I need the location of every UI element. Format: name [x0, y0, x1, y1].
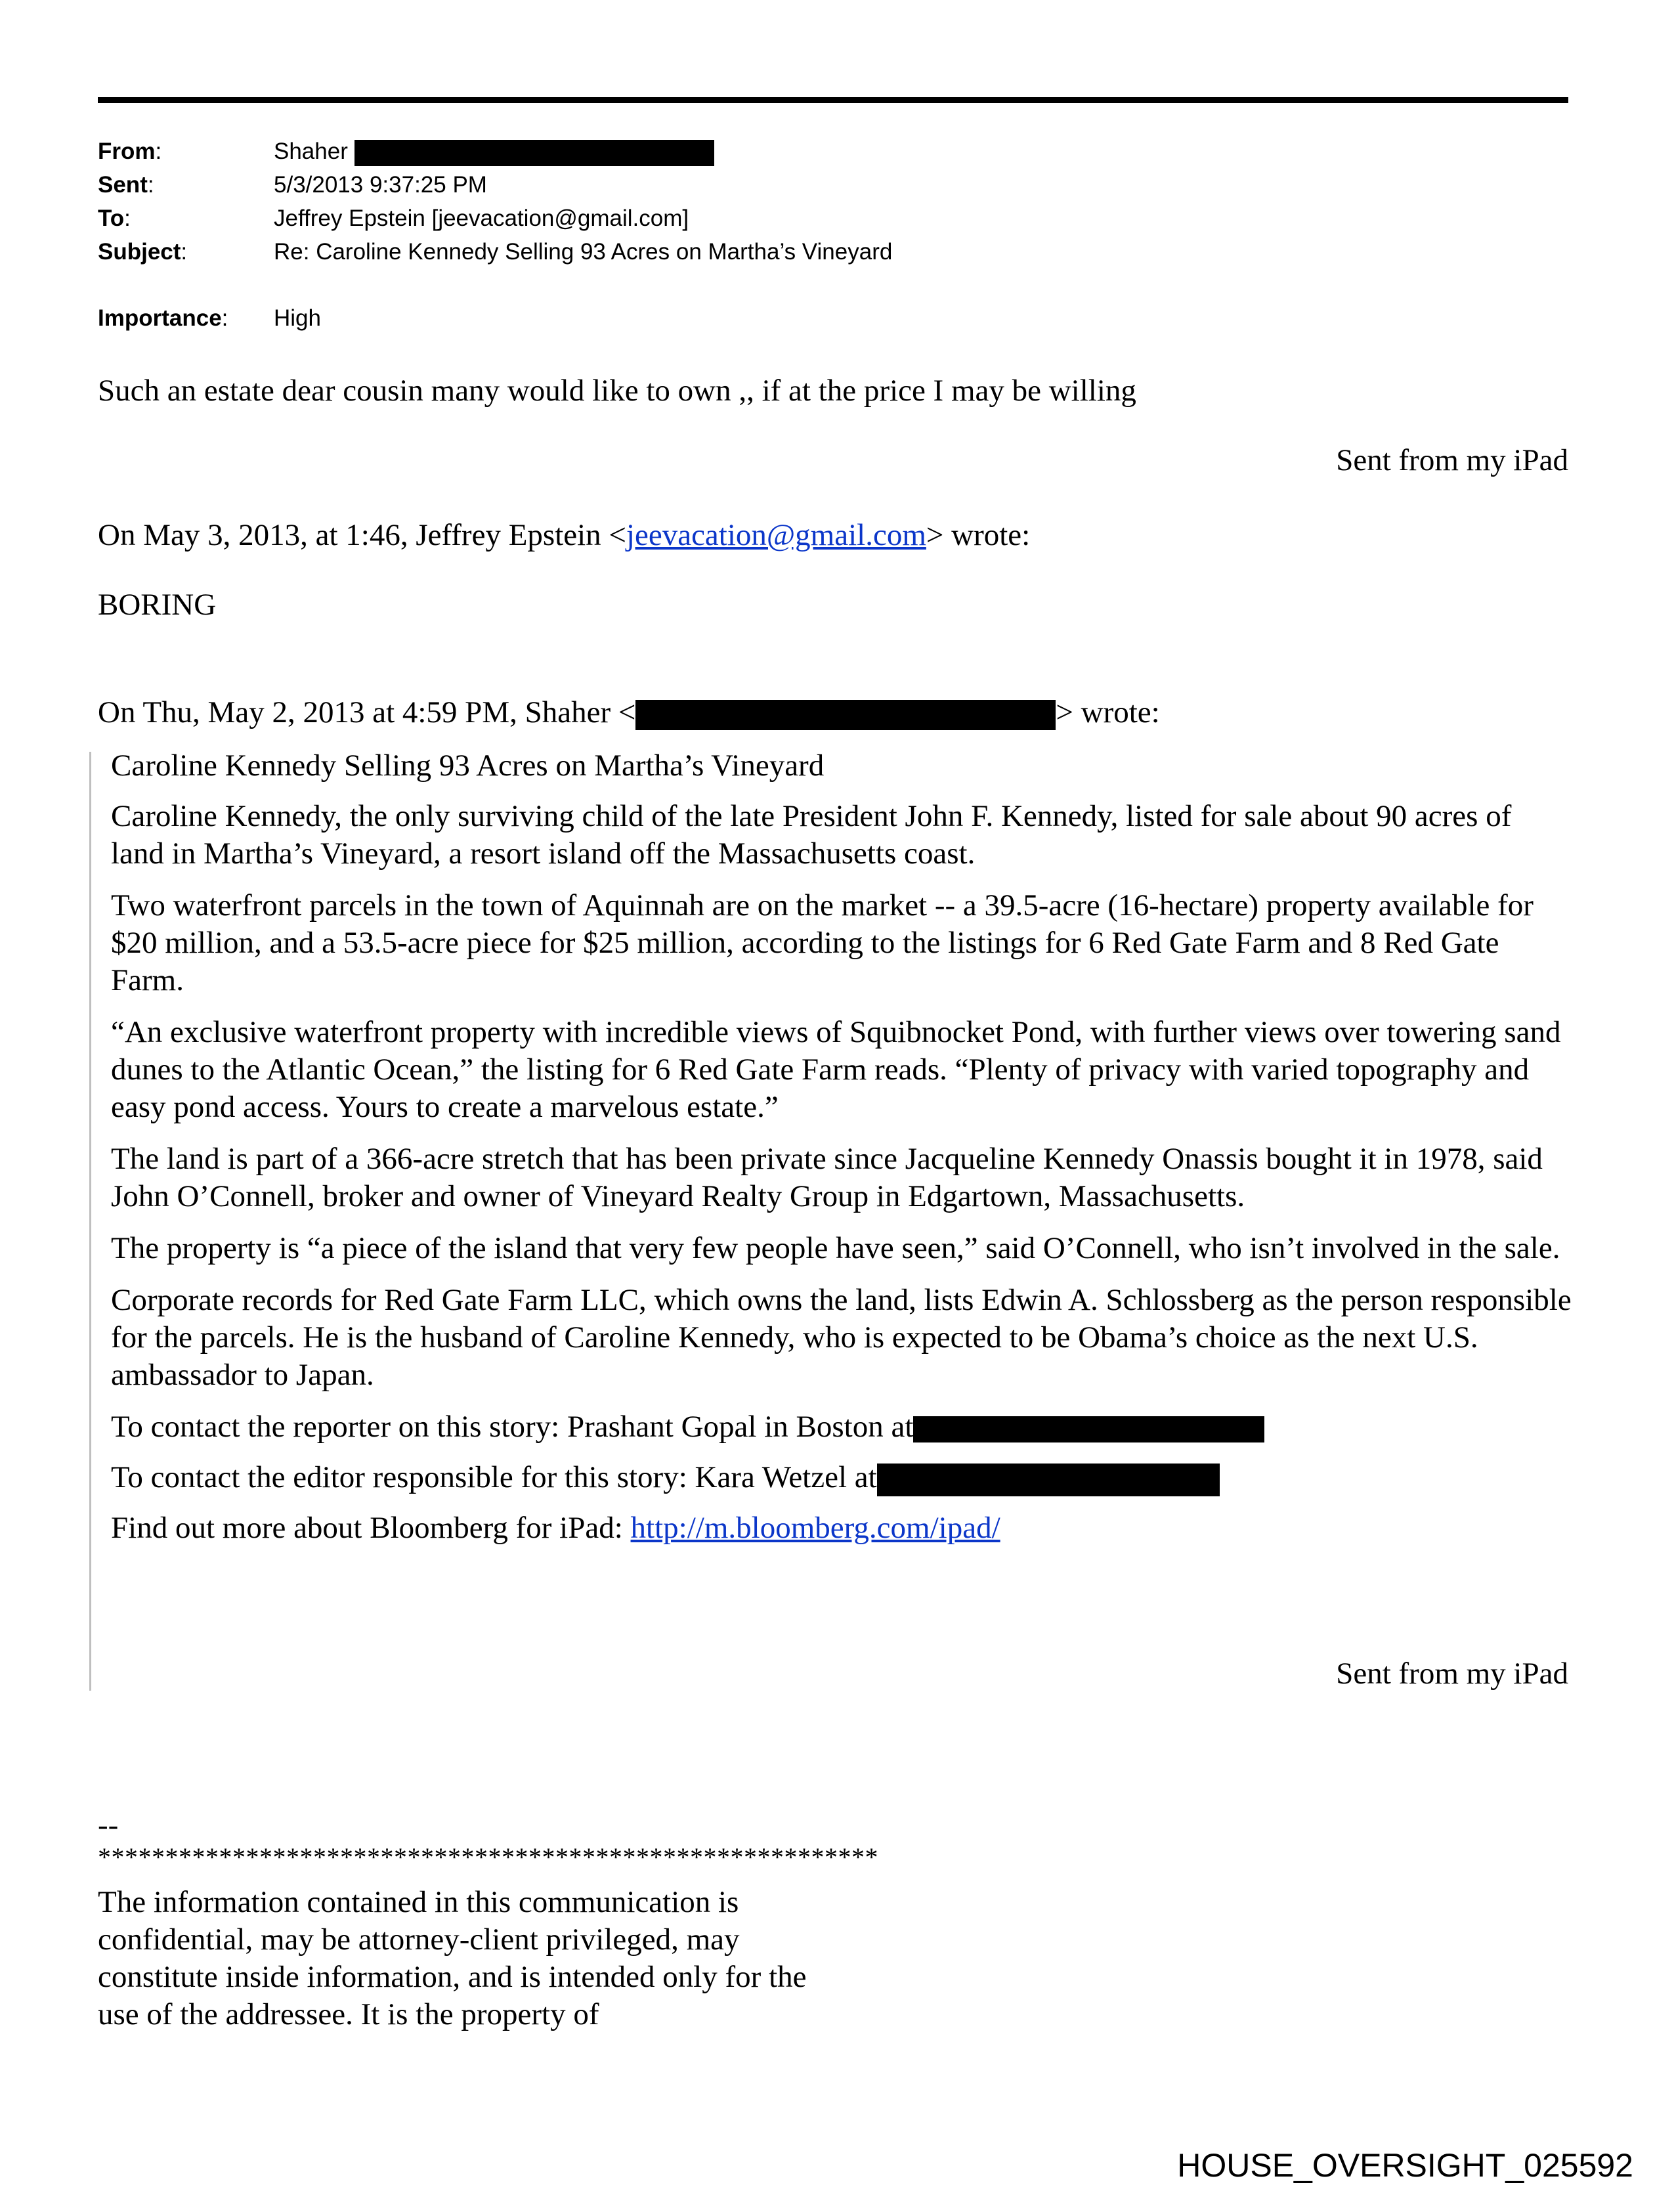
footer-dashes: -- — [98, 1808, 119, 1842]
article-paragraph: Caroline Kennedy, the only surviving child of the late President John F. Kennedy, listed for sale about 90 acres of land in Martha’s Vineyard, a resort island off the Massachusetts coast. — [111, 799, 1512, 871]
quote1-attribution: On May 3, 2013, at 1:46, Jeffrey Epstein <jeevacation@gmail.com> wrote: — [98, 518, 1031, 552]
reporter-contact: To contact the reporter on this story: Prashant Gopal in Boston at — [111, 1408, 1572, 1446]
quote2-attribution: On Thu, May 2, 2013 at 4:59 PM, Shaher < > wrote: — [98, 695, 1160, 729]
confidentiality-footer — [98, 1807, 878, 2033]
quote2-signature: Sent from my iPad — [1336, 1657, 1568, 1691]
bloomberg-link[interactable]: http://m.bloomberg.com/ipad/ — [630, 1511, 1000, 1546]
subject-value: Re: Caroline Kennedy Selling 93 Acres on Martha’s Vineyard — [274, 239, 893, 265]
redaction-box — [635, 700, 1056, 730]
top-rule — [98, 97, 1568, 103]
importance-value: High — [274, 305, 321, 331]
to-value: Jeffrey Epstein [jeevacation@gmail.com] — [274, 206, 689, 231]
redaction-box — [913, 1416, 1264, 1442]
quoted-article — [111, 747, 1572, 1560]
article-headline: Caroline Kennedy Selling 93 Acres on Martha’s Vineyard — [111, 748, 825, 783]
quote-bar — [89, 752, 91, 1691]
reply-body: Such an estate dear cousin many would like to own ,, if at the price I may be willing — [98, 374, 1136, 408]
from-label: From: — [98, 139, 162, 164]
sent-value: 5/3/2013 9:37:25 PM — [274, 172, 487, 198]
to-label: To: — [98, 206, 131, 231]
subject-label: Subject: — [98, 239, 188, 265]
article-paragraph: Two waterfront parcels in the town of Aquinnah are on the market -- a 39.5-acre (16-hectare) property available for $20 million, and a 53.5-acre piece for $25 million, according to the listings for 6 Red Gate Farm and 8 Red Gate Farm. — [111, 888, 1534, 997]
sent-label: Sent: — [98, 172, 154, 198]
article-paragraph: “An exclusive waterfront property with incredible views of Squibnocket Pond, with further views over towering sand dunes to the Atlantic Ocean,” the listing for 6 Red Gate Farm reads. “Plenty of privacy with varied topography and easy pond access. Yours to create a marvelous estate.” — [111, 1015, 1561, 1124]
editor-contact: To contact the editor responsible for this story: Kara Wetzel at — [111, 1459, 1572, 1496]
reply-signature: Sent from my iPad — [1336, 443, 1568, 477]
quote1-body: BORING — [98, 588, 217, 622]
footer-stars: ********************************************************** — [98, 1842, 878, 1872]
redaction-box — [877, 1464, 1220, 1496]
from-value: Shaher — [274, 135, 714, 168]
bates-number: HOUSE_OVERSIGHT_025592 — [1177, 2147, 1633, 2184]
confidentiality-notice: The information contained in this communication is confidential, may be attorney-client privileged, may constitute inside information, and is intended only for the use of the addressee. It is the property of — [98, 1885, 807, 2031]
article-paragraph: The property is “a piece of the island that very few people have seen,” said O’Connell, who isn’t involved in the sale. — [111, 1231, 1560, 1265]
importance-label: Importance: — [98, 305, 228, 331]
quote1-email-link[interactable]: jeevacation@gmail.com — [626, 518, 926, 552]
redaction-box — [354, 140, 714, 166]
article-paragraph: The land is part of a 366-acre stretch that has been private since Jacqueline Kennedy Onassis bought it in 1978, said John O’Connell, broker and owner of Vineyard Realty Group in Edgartown, Massachusetts. — [111, 1142, 1543, 1213]
bloomberg-line: Find out more about Bloomberg for iPad: http://m.bloomberg.com/ipad/ — [111, 1511, 1000, 1546]
article-paragraph: Corporate records for Red Gate Farm LLC, which owns the land, lists Edwin A. Schlossberg as the person responsible for the parcels. He is the husband of Caroline Kennedy, who is expected to be Obama’s choice as the next U.S. ambassador to Japan. — [111, 1283, 1572, 1392]
